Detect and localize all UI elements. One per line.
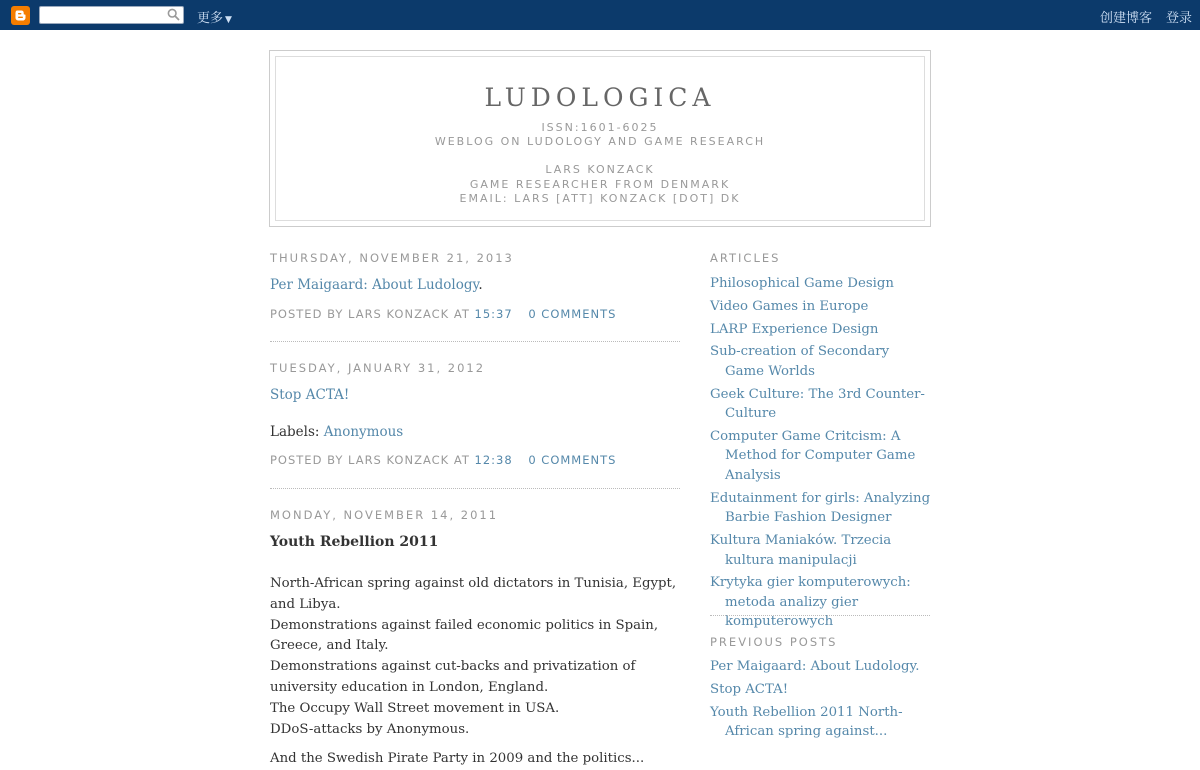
- blog-author-role: GAME RESEARCHER FROM DENMARK: [469, 178, 731, 191]
- articles-list: [710, 274, 932, 635]
- list-item: [710, 489, 932, 528]
- search-box[interactable]: [39, 6, 184, 24]
- article-link[interactable]: Philosophical Game Design: [710, 276, 894, 291]
- post-date-header: TUESDAY, JANUARY 31, 2012: [270, 361, 486, 375]
- search-input[interactable]: [42, 8, 160, 22]
- create-blog-link[interactable]: 创建博客: [1100, 11, 1153, 26]
- login-link[interactable]: 登录: [1166, 11, 1193, 26]
- post-labels: [270, 424, 403, 440]
- labels-prefix: Labels:: [270, 424, 320, 440]
- post-time-link[interactable]: 15:37: [474, 307, 513, 321]
- list-item: [710, 342, 932, 381]
- list-item: [710, 703, 932, 742]
- article-link[interactable]: Geek Culture: The 3rd Counter-Culture: [710, 386, 925, 422]
- blog-email: EMAIL: LARS [ATT] KONZACK [DOT] DK: [459, 192, 741, 205]
- blog-title[interactable]: LUDOLOGICA: [484, 83, 716, 112]
- list-item: [710, 657, 932, 677]
- post-body-line: Demonstrations against cut-backs and privatization of university education in London, England.: [270, 659, 636, 695]
- list-item: [710, 573, 932, 632]
- post-comments-link[interactable]: 0 COMMENTS: [528, 307, 617, 321]
- previous-post-link[interactable]: Per Maigaard: About Ludology.: [710, 659, 920, 674]
- article-link[interactable]: Computer Game Critcism: A Method for Computer Game Analysis: [710, 428, 916, 483]
- post-footer: [270, 453, 616, 467]
- list-item: [710, 531, 932, 570]
- article-link[interactable]: Video Games in Europe: [710, 298, 869, 314]
- post-date-header: MONDAY, NOVEMBER 14, 2011: [270, 508, 499, 522]
- list-item: [710, 680, 932, 700]
- label-link-anonymous[interactable]: Anonymous: [323, 424, 404, 440]
- chevron-down-icon: ▼: [225, 15, 232, 25]
- posted-by-text: POSTED BY LARS KONZACK AT: [270, 453, 470, 467]
- blogger-navbar: [0, 0, 1200, 30]
- articles-heading: ARTICLES: [710, 251, 781, 265]
- post-body: [270, 574, 685, 770]
- list-item: [710, 274, 932, 294]
- post-time-link[interactable]: 12:38: [474, 453, 513, 467]
- blogger-logo-icon[interactable]: [11, 6, 30, 25]
- previous-post-link[interactable]: Stop ACTA!: [710, 681, 789, 697]
- post-title-link: [270, 277, 483, 293]
- post-link-suffix: .: [478, 277, 483, 293]
- posted-by-text: POSTED BY LARS KONZACK AT: [270, 307, 470, 321]
- blog-header: [269, 50, 931, 227]
- more-menu-button[interactable]: [197, 7, 232, 26]
- post-body-line: DDoS-attacks by Anonymous.: [270, 721, 470, 737]
- post-footer: [270, 307, 616, 321]
- article-link[interactable]: Sub-creation of Secondary Game Worlds: [710, 344, 890, 379]
- more-menu-label: 更多: [197, 11, 224, 26]
- post-body-line: North-African spring against old dictators in Tunisia, Egypt, and Libya.: [270, 576, 677, 612]
- list-item: [710, 320, 932, 340]
- list-item: [710, 427, 932, 486]
- previous-post-link[interactable]: Youth Rebellion 2011 North-African spring against...: [710, 704, 903, 740]
- post-body-line: Demonstrations against failed economic politics in Spain, Greece, and Italy.: [270, 617, 659, 654]
- article-link[interactable]: Edutainment for girls: Analyzing Barbie Fashion Designer: [710, 490, 931, 526]
- article-link[interactable]: Krytyka gier komputerowych: metoda analizy gier komputerowych: [710, 575, 911, 630]
- blog-header-inner: [275, 56, 925, 221]
- post-comments-link[interactable]: 0 COMMENTS: [528, 453, 617, 467]
- previous-posts-heading: PREVIOUS POSTS: [710, 635, 838, 649]
- article-link[interactable]: LARP Experience Design: [710, 321, 879, 337]
- sidebar-divider: [710, 615, 930, 616]
- post-divider: [270, 341, 680, 342]
- list-item: [710, 297, 932, 317]
- blog-issn: ISSN:1601-6025: [541, 121, 659, 134]
- previous-posts-list: [710, 657, 932, 745]
- post-title: Youth Rebellion 2011: [270, 534, 439, 550]
- post-link-per-maigaard[interactable]: Per Maigaard: About Ludology: [270, 277, 479, 293]
- post-body-line: And the Swedish Pirate Party in 2009 and the politics...: [270, 751, 645, 767]
- blog-author: LARS KONZACK: [545, 163, 655, 176]
- article-link[interactable]: Kultura Maniaków. Trzecia kultura manipulacji: [710, 533, 892, 568]
- list-item: [710, 385, 932, 424]
- post-link-stop-acta[interactable]: Stop ACTA!: [270, 387, 350, 403]
- post-title-link: [270, 387, 349, 403]
- blog-tagline: WEBLOG ON LUDOLOGY AND GAME RESEARCH: [434, 135, 766, 148]
- post-body-line: The Occupy Wall Street movement in USA.: [270, 700, 560, 716]
- search-icon[interactable]: [167, 8, 180, 25]
- post-divider: [270, 488, 680, 489]
- post-date-header: THURSDAY, NOVEMBER 21, 2013: [270, 251, 514, 265]
